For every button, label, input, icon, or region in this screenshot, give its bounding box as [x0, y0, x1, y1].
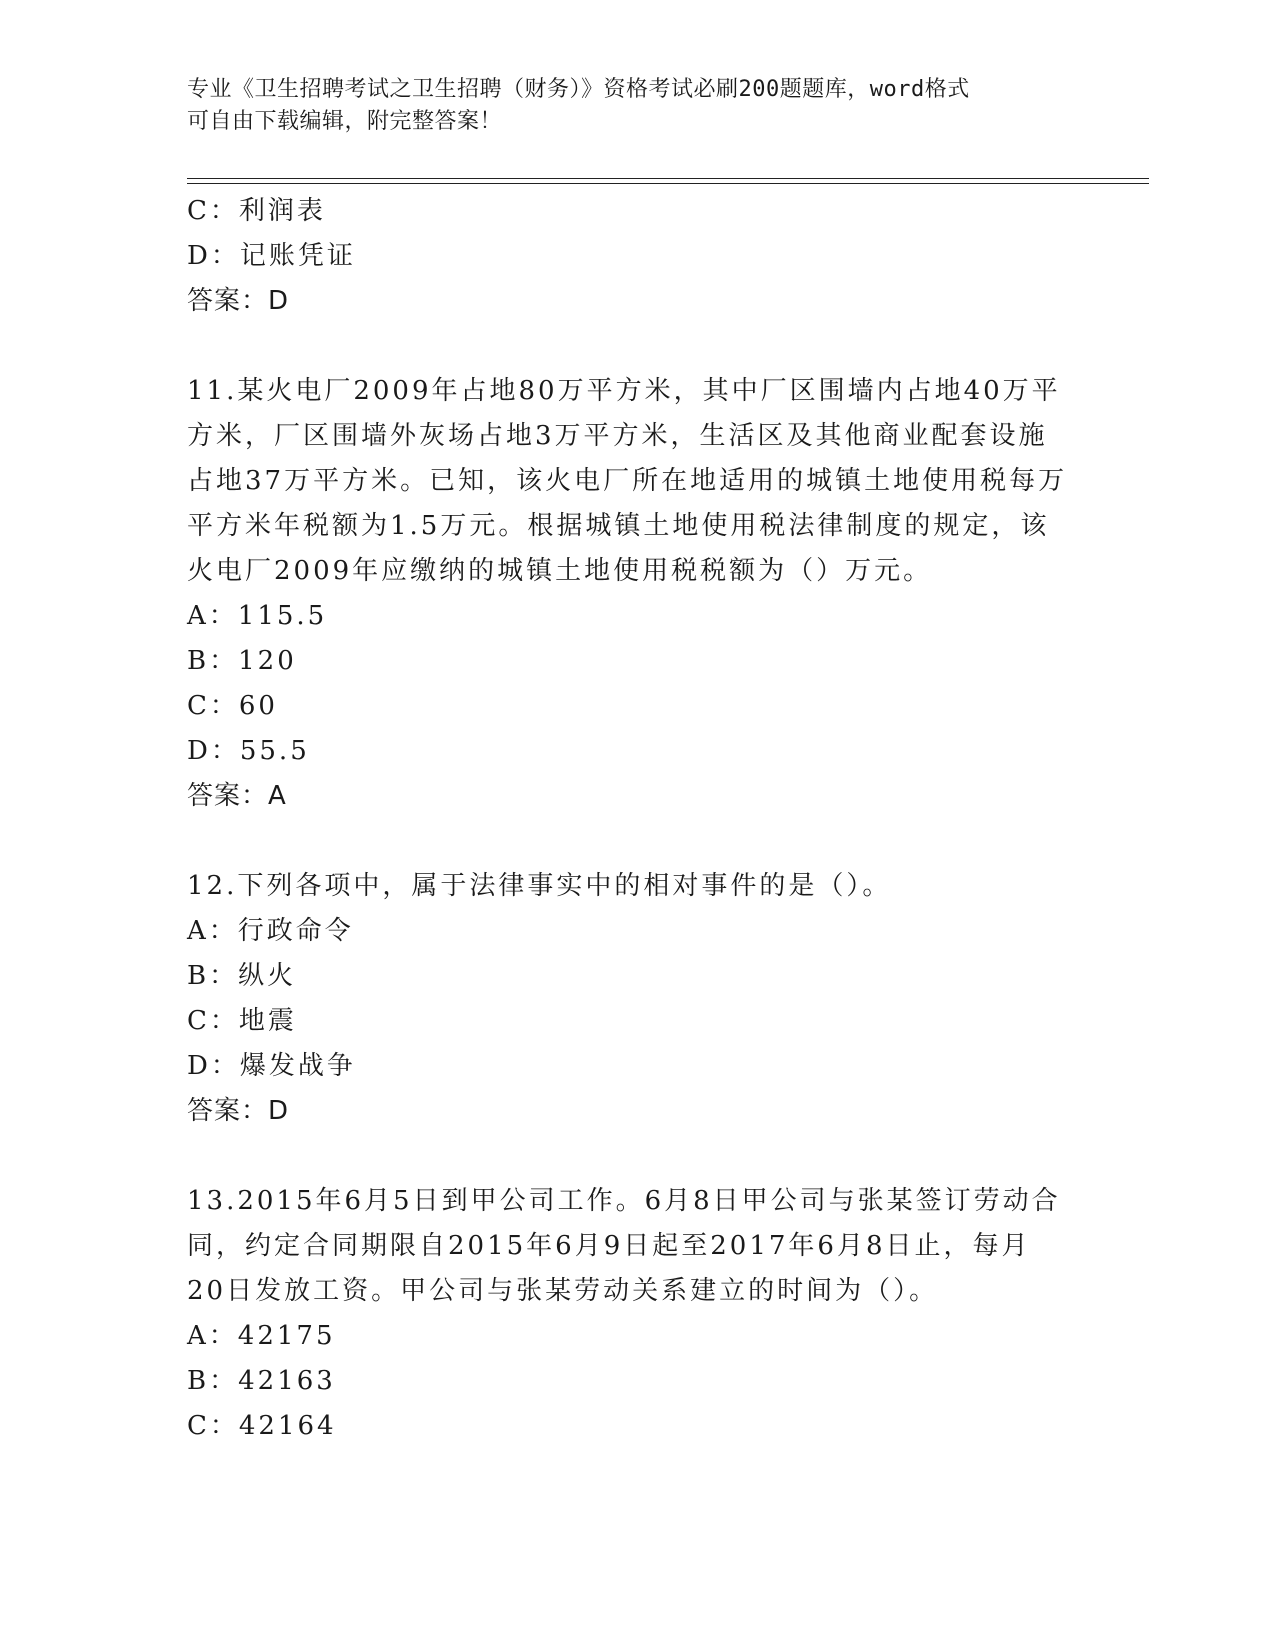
option-b: B：纵火	[187, 961, 297, 991]
document-header	[187, 74, 1087, 138]
question-list	[187, 189, 1067, 1449]
stem-line: 11.某火电厂2009年占地80万平方米，其中厂区围墙内占地40万平	[187, 376, 1061, 406]
stem-line: 方米，厂区围墙外灰场占地3万平方米，生活区及其他商业配套设施	[187, 421, 1048, 451]
question-stem	[187, 1179, 1067, 1314]
answer-line: 答案：D	[187, 1096, 290, 1126]
option-d: D：55.5	[187, 736, 310, 766]
header-line-1: 专业《卫生招聘考试之卫生招聘（财务）》资格考试必刷200题题库，word格式	[187, 77, 970, 102]
option-b: B：120	[187, 646, 297, 676]
option-a: A：42175	[187, 1321, 336, 1351]
question-spacer	[187, 1134, 1067, 1179]
option-c: C：60	[187, 691, 278, 721]
stem-line: 平方米年税额为1.5万元。根据城镇土地使用税法律制度的规定，该	[187, 511, 1050, 541]
option-b: B：42163	[187, 1366, 336, 1396]
option-c: C：利润表	[187, 196, 326, 226]
answer-line: 答案：A	[187, 781, 287, 811]
question-11	[187, 369, 1067, 819]
option-a: A：115.5	[187, 601, 328, 631]
option-d: D：记账凭证	[187, 241, 356, 271]
option-c: C：地震	[187, 1006, 297, 1036]
question-10-tail	[187, 189, 1067, 324]
question-13	[187, 1179, 1067, 1449]
stem-line: 20日发放工资。甲公司与张某劳动关系建立的时间为（）。	[187, 1276, 939, 1306]
answer-line: 答案：D	[187, 286, 290, 316]
stem-line: 13.2015年6月5日到甲公司工作。6月8日甲公司与张某签订劳动合	[187, 1186, 1061, 1216]
stem-line: 占地37万平方米。已知，该火电厂所在地适用的城镇土地使用税每万	[187, 466, 1068, 496]
stem-line: 火电厂2009年应缴纳的城镇土地使用税税额为（）万元。	[187, 556, 933, 586]
header-divider-bottom	[187, 183, 1149, 184]
question-spacer	[187, 819, 1067, 864]
question-stem	[187, 369, 1067, 594]
header-line-2: 可自由下载编辑，附完整答案！	[187, 109, 503, 134]
option-a: A：行政命令	[187, 916, 354, 946]
header-divider-top	[187, 178, 1149, 179]
option-c: C：42164	[187, 1411, 337, 1441]
stem-line: 同，约定合同期限自2015年6月9日起至2017年6月8日止，每月	[187, 1231, 1031, 1261]
option-d: D：爆发战争	[187, 1051, 356, 1081]
question-stem	[187, 864, 1067, 909]
question-12	[187, 864, 1067, 1134]
stem-line: 12.下列各项中，属于法律事实中的相对事件的是（）。	[187, 871, 892, 901]
question-spacer	[187, 324, 1067, 369]
